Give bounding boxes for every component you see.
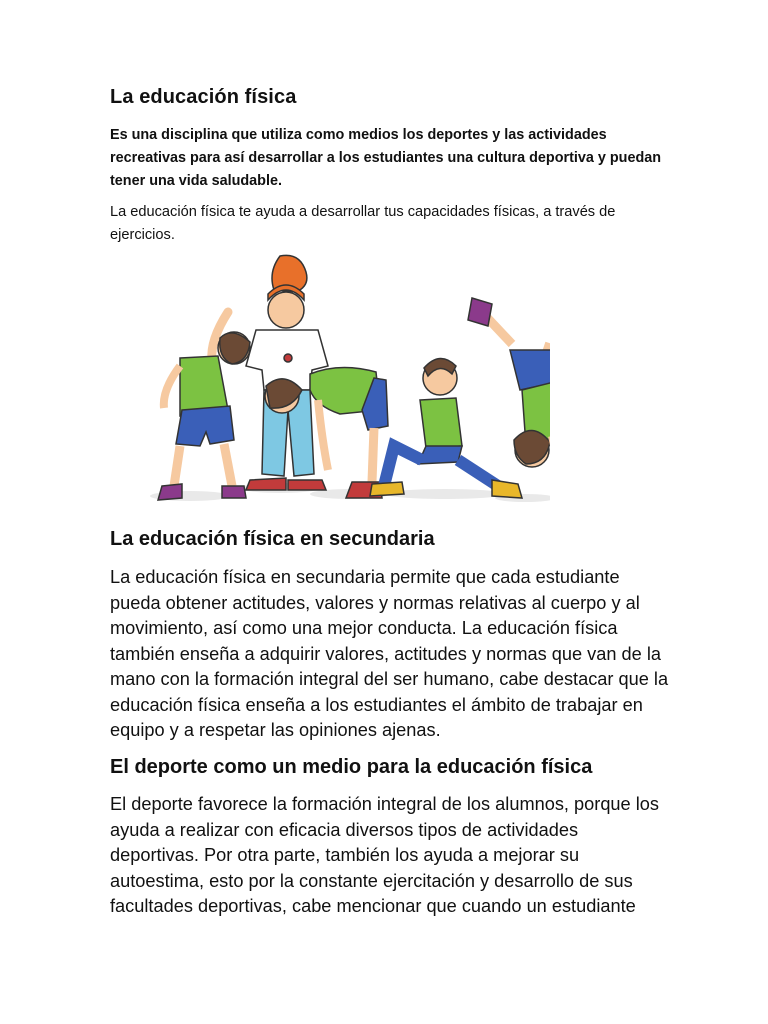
second-paragraph: La educación física te ayuda a desarrollar tus capacidades físicas, a través de ejercicios. — [110, 204, 616, 243]
girl-side-stretch-figure — [158, 312, 250, 500]
deporte-paragraph: El deporte favorece la formación integral de los alumnos, porque los ayuda a realizar con eficacia diversos tipos de actividades deportivas. Por otra parte, también los ayuda a mejorar su autoestima, esto por la constante ejercitación y desarrollo de sus facultades deportivas, cabe mencionar que cuando un estudiante — [110, 794, 659, 916]
section-heading-secundaria: La educación física en secundaria — [110, 528, 435, 550]
girl-handstand-figure — [468, 298, 550, 496]
boy-lunge-figure — [370, 358, 522, 498]
main-heading: La educación física — [110, 86, 297, 108]
section-heading-deporte: El deporte como un medio para la educación física — [110, 756, 593, 778]
intro-paragraph: Es una disciplina que utiliza como medios los deportes y las actividades recreativas para así desarrollar a los estudiantes una cultura deportiva y puedan tener una vida saludable. — [110, 127, 662, 189]
secundaria-paragraph: La educación física en secundaria permite que cada estudiante pueda obtener actitudes, valores y normas relativas al cuerpo y al movimiento, así como una mejor conducta. La educación física también enseña a adquirir valores, actitudes y normas que van de la mano con la formación integral del ser humano, cabe destacar que la educación física enseña a los estudiantes el ámbito de trabajar en equipo y a respetar las opiniones ajenas. — [110, 567, 669, 740]
children-exercising-illustration — [140, 250, 550, 510]
